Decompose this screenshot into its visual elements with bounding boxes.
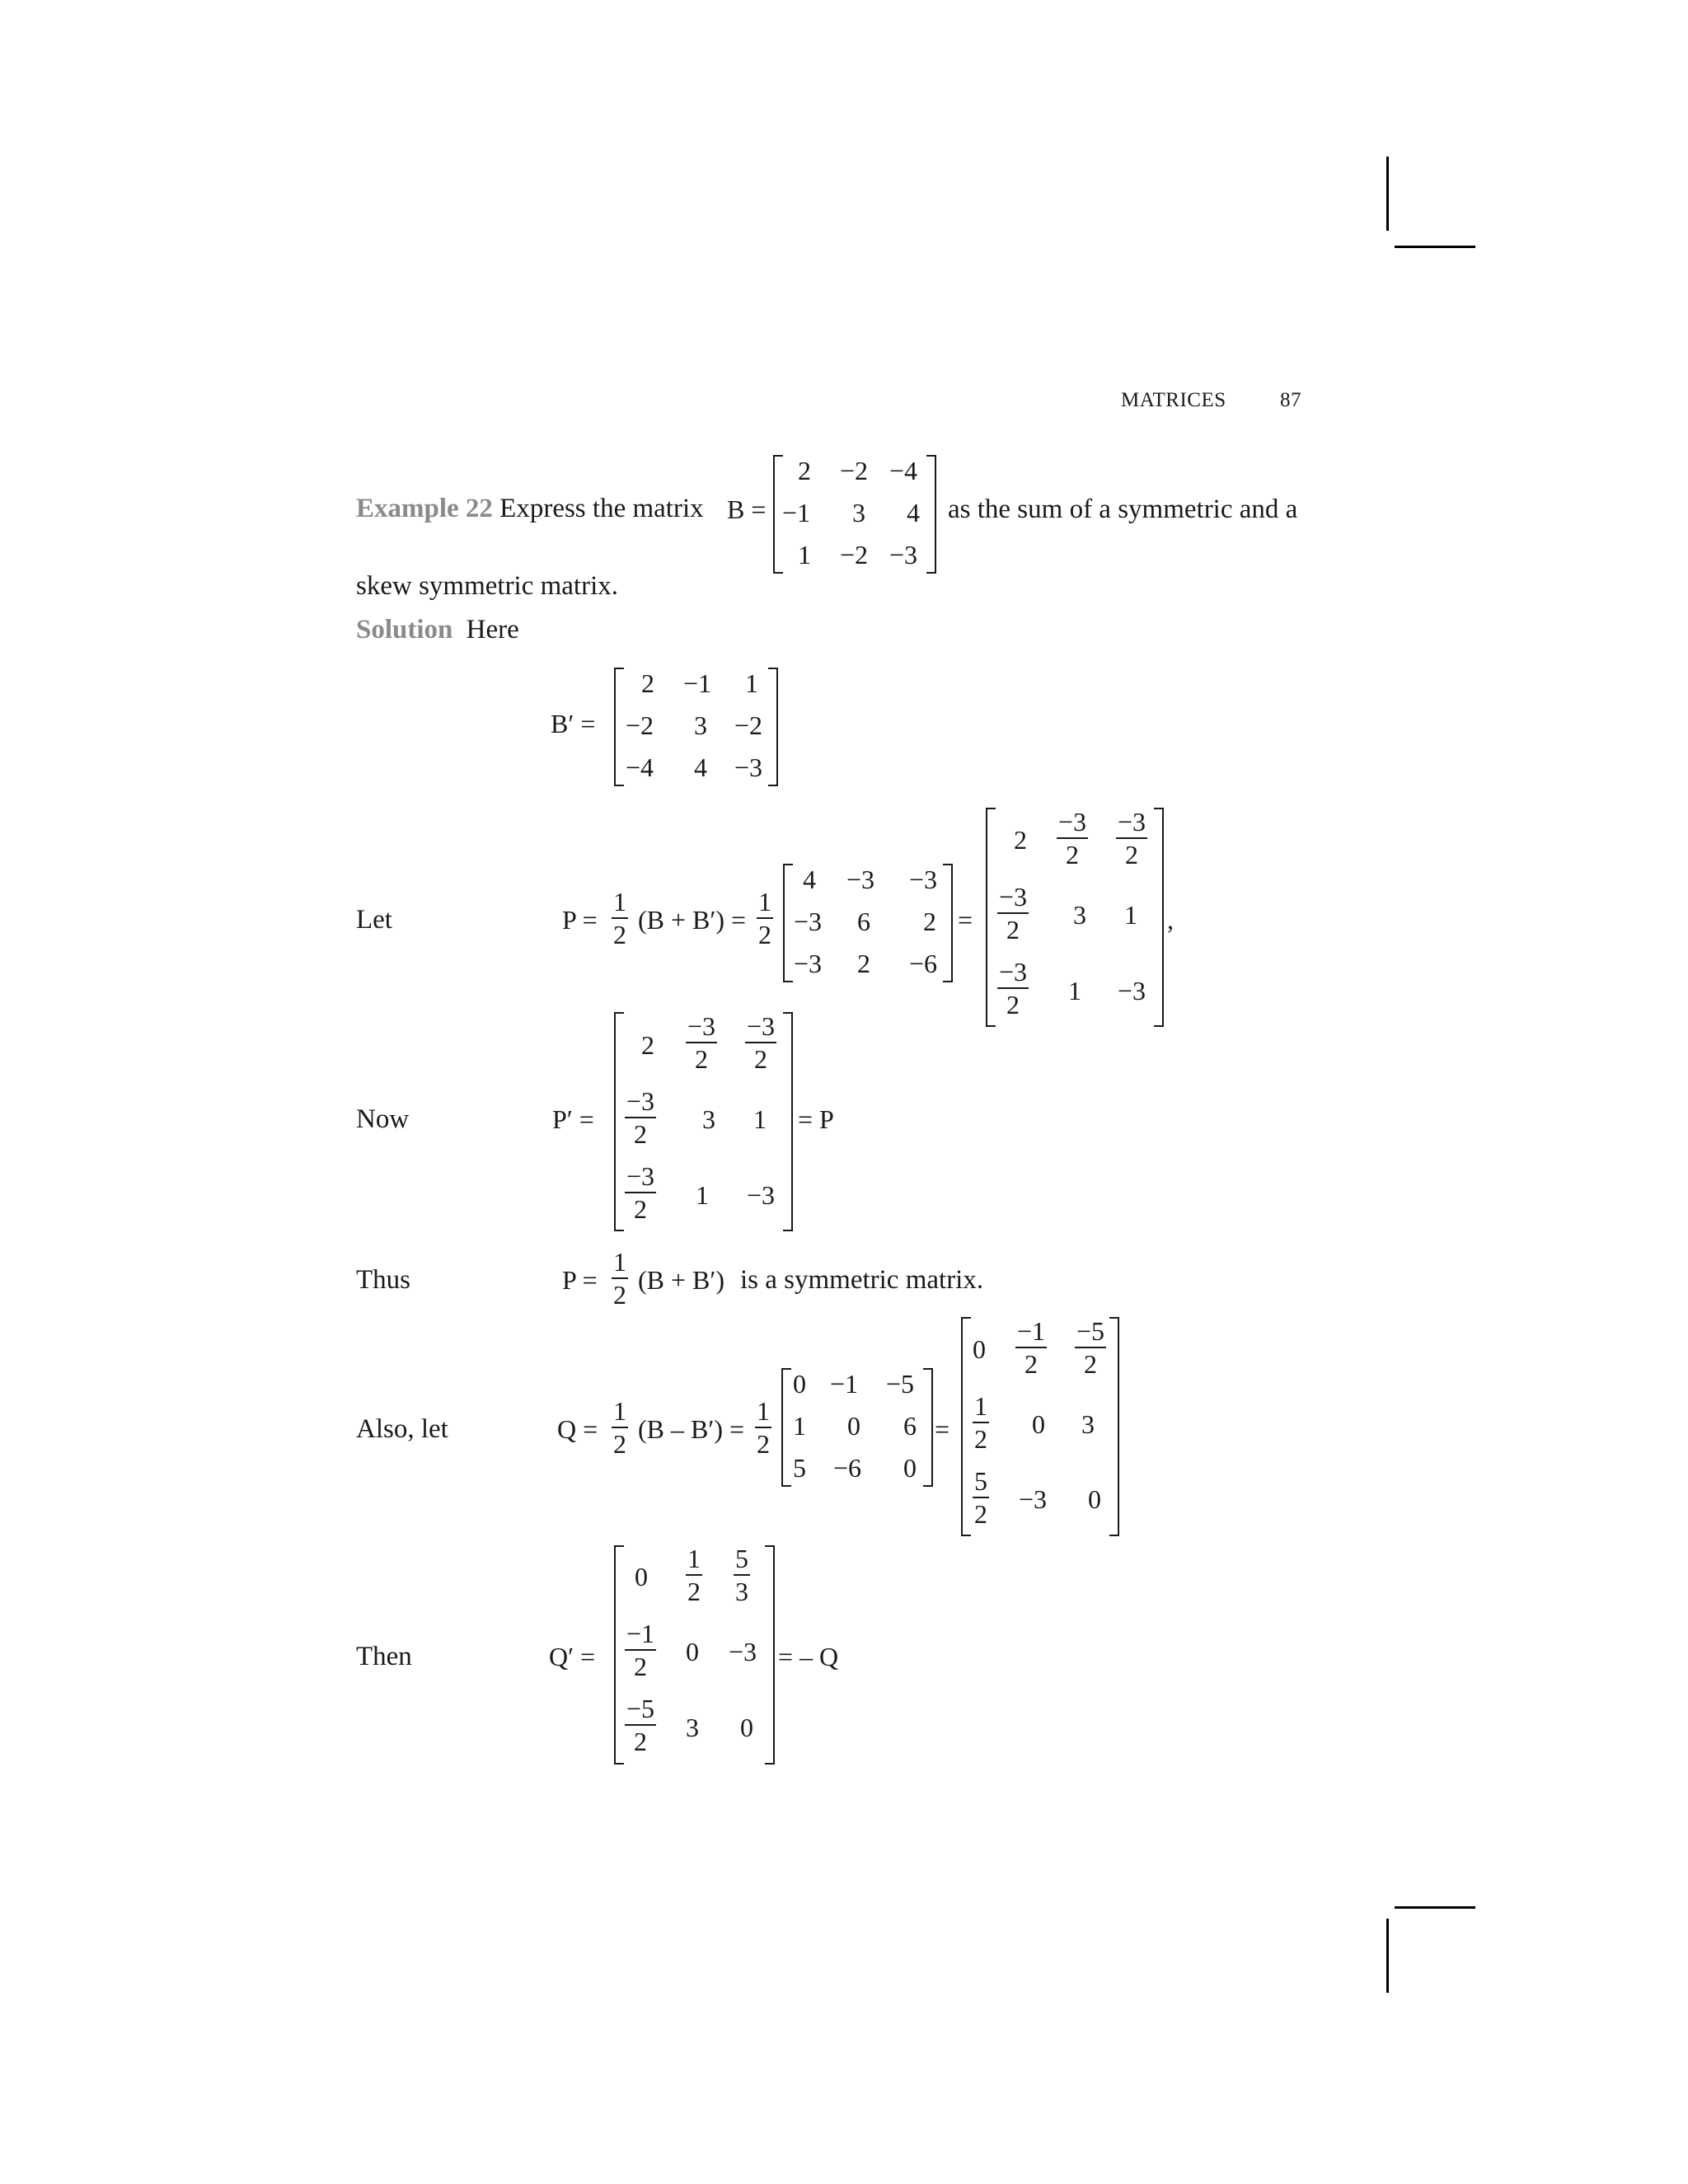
matrix-b-cell: −3: [889, 540, 918, 569]
matrix-pt-left-bracket: [614, 1012, 624, 1231]
matrix-bt-cell: 4: [694, 752, 707, 782]
matrix-q-cell: 0: [1032, 1409, 1045, 1439]
let-label: Let: [356, 905, 392, 935]
matrix-diff-cell: 0: [847, 1411, 860, 1441]
thus-label: Thus: [356, 1265, 410, 1295]
matrix-bt-cell: −4: [625, 752, 654, 782]
matrix-q-cell: 0: [973, 1334, 986, 1364]
matrix-b-cell: 4: [907, 498, 920, 527]
crop-mark-top-vertical: [1386, 157, 1389, 231]
matrix-diff-cell: −5: [885, 1369, 915, 1399]
matrix-sum-cell: −3: [846, 865, 875, 894]
matrix-p-cell: −3: [1118, 976, 1146, 1005]
now-rhs: = P: [798, 1104, 834, 1134]
matrix-pt-frac: $\frac{-3}{2}$: [687, 1011, 716, 1074]
matrix-pt-frac: $\frac{-3}{2}$: [626, 1086, 655, 1149]
matrix-qt-cell: 0: [740, 1713, 753, 1742]
matrix-qt-cell: 0: [635, 1562, 648, 1591]
let-comma: ,: [1167, 905, 1174, 935]
also-half-2: $\frac{1}{2}$: [757, 1396, 770, 1459]
matrix-pt-cell: 3: [702, 1104, 715, 1134]
example-line: [356, 495, 704, 523]
matrix-pt-cell: 1: [753, 1104, 767, 1134]
matrix-pt-right-bracket: [783, 1012, 793, 1231]
thus-lhs: P =: [562, 1265, 598, 1295]
matrix-p-cell: 1: [1124, 900, 1137, 930]
matrix-p-cell: 1: [1068, 976, 1081, 1005]
example-label: Example 22: [356, 494, 493, 523]
matrix-b-cell: 1: [798, 540, 811, 569]
matrix-b-cell: 2: [798, 456, 811, 485]
solution-text: Here: [466, 615, 519, 644]
matrix-q-left-bracket: [961, 1317, 971, 1536]
matrix-qt-frac: $\frac{1}{2}$: [687, 1544, 701, 1606]
matrix-q-frac: $\frac{-1}{2}$: [1017, 1316, 1046, 1379]
example-text-line2: skew symmetric matrix.: [356, 571, 619, 601]
matrix-sum-cell: −3: [793, 907, 823, 936]
now-lhs: P′ =: [552, 1104, 594, 1134]
matrix-b-cell: −2: [839, 456, 869, 485]
crop-mark-bottom-horizontal: [1395, 1906, 1475, 1909]
matrix-bt-name: B′ =: [551, 709, 596, 738]
matrix-pt-frac: $\frac{-3}{2}$: [747, 1011, 776, 1074]
let-equals: =: [958, 905, 973, 935]
page-number: 87: [1280, 389, 1301, 411]
example-text: Express the matrix: [499, 494, 704, 523]
matrix-b-cell: −1: [781, 498, 811, 527]
matrix-bt-cell: −1: [682, 668, 712, 698]
matrix-qt-frac: $\frac{-5}{2}$: [626, 1694, 655, 1756]
matrix-p-frac: $\frac{-3}{2}$: [1058, 807, 1087, 869]
matrix-qt-cell: −3: [729, 1637, 757, 1666]
running-title: MATRICES: [1121, 389, 1226, 411]
matrix-qt-cell: 3: [686, 1713, 699, 1742]
matrix-qt-left-bracket: [614, 1545, 624, 1765]
matrix-q-cell: −3: [1019, 1484, 1048, 1514]
matrix-bt-cell: −3: [734, 752, 763, 782]
matrix-qt-right-bracket: [765, 1545, 775, 1765]
matrix-p-left-bracket: [986, 808, 996, 1027]
matrix-bt-cell: 3: [694, 710, 707, 740]
matrix-p-right-bracket: [1154, 808, 1164, 1027]
also-label: Also, let: [356, 1414, 448, 1444]
matrix-b-cell: −4: [889, 456, 918, 485]
matrix-diff-cell: 0: [903, 1453, 917, 1483]
also-half: $\frac{1}{2}$: [613, 1396, 626, 1459]
matrix-bt-cell: −2: [734, 710, 763, 740]
matrix-q-right-bracket: [1109, 1317, 1119, 1536]
matrix-bt-cell: 2: [641, 668, 654, 698]
let-half-2: $\frac{1}{2}$: [758, 887, 771, 949]
matrix-p-frac: $\frac{-3}{2}$: [1118, 807, 1146, 869]
also-lhs: Q =: [557, 1414, 598, 1444]
matrix-qt-frac: $\frac{-1}{2}$: [626, 1619, 655, 1681]
let-expr: (B + B′) =: [638, 905, 747, 935]
matrix-b-name: B =: [727, 494, 767, 524]
matrix-sum-cell: −3: [793, 949, 823, 978]
matrix-b-cell: −2: [839, 540, 869, 569]
matrix-sum-cell: 6: [857, 907, 870, 936]
matrix-pt-cell: −3: [747, 1180, 776, 1210]
then-label: Then: [356, 1642, 412, 1671]
matrix-diff-cell: 1: [793, 1411, 806, 1441]
matrix-diff-cell: −6: [832, 1453, 862, 1483]
matrix-diff-cell: 5: [793, 1453, 806, 1483]
matrix-q-cell: 0: [1088, 1484, 1101, 1514]
then-rhs: = – Q: [778, 1642, 839, 1671]
matrix-b-cell: 3: [852, 498, 865, 527]
let-half: $\frac{1}{2}$: [613, 887, 626, 949]
crop-mark-bottom-vertical: [1386, 1919, 1389, 1993]
matrix-sum-cell: 4: [803, 865, 816, 894]
matrix-q-cell: 3: [1081, 1409, 1095, 1439]
matrix-sum-cell: −3: [908, 865, 938, 894]
matrix-diff-cell: −1: [829, 1369, 859, 1399]
then-lhs: Q′ =: [549, 1642, 596, 1671]
matrix-diff-cell: 6: [903, 1411, 917, 1441]
matrix-qt-frac: $\frac{5}{3}$: [735, 1544, 748, 1606]
also-equals: =: [935, 1414, 950, 1444]
matrix-q-frac: $\frac{1}{2}$: [974, 1391, 987, 1454]
now-label: Now: [356, 1104, 410, 1134]
matrix-p-cell: 3: [1073, 900, 1086, 930]
example-text-after: as the sum of a symmetric and a: [948, 494, 1298, 524]
matrix-bt-cell: −2: [625, 710, 654, 740]
also-expr: (B – B′) =: [638, 1414, 745, 1444]
solution-line: [356, 616, 519, 644]
matrix-pt-cell: 2: [641, 1030, 654, 1060]
let-lhs: P =: [562, 905, 598, 935]
matrix-p-frac: $\frac{-3}{2}$: [999, 957, 1028, 1019]
matrix-sum-cell: −6: [908, 949, 938, 978]
matrix-pt-cell: 1: [696, 1180, 709, 1210]
thus-expr: (B + B′): [638, 1265, 725, 1295]
matrix-p-frac: $\frac{-3}{2}$: [999, 882, 1028, 944]
matrix-sum-cell: 2: [857, 949, 870, 978]
matrix-p-cell: 2: [1014, 825, 1027, 855]
matrix-diff-cell: 0: [793, 1369, 806, 1399]
matrix-q-frac: $\frac{5}{2}$: [974, 1466, 987, 1529]
matrix-sum-cell: 2: [923, 907, 936, 936]
thus-text: is a symmetric matrix.: [740, 1265, 984, 1295]
matrix-bt-cell: 1: [745, 668, 758, 698]
thus-half: $\frac{1}{2}$: [613, 1247, 626, 1310]
matrix-q-frac: $\frac{-5}{2}$: [1076, 1316, 1105, 1379]
matrix-pt-frac: $\frac{-3}{2}$: [626, 1161, 655, 1224]
matrix-qt-cell: 0: [686, 1637, 699, 1666]
crop-mark-top-horizontal: [1395, 246, 1475, 248]
solution-label: Solution: [356, 615, 453, 644]
